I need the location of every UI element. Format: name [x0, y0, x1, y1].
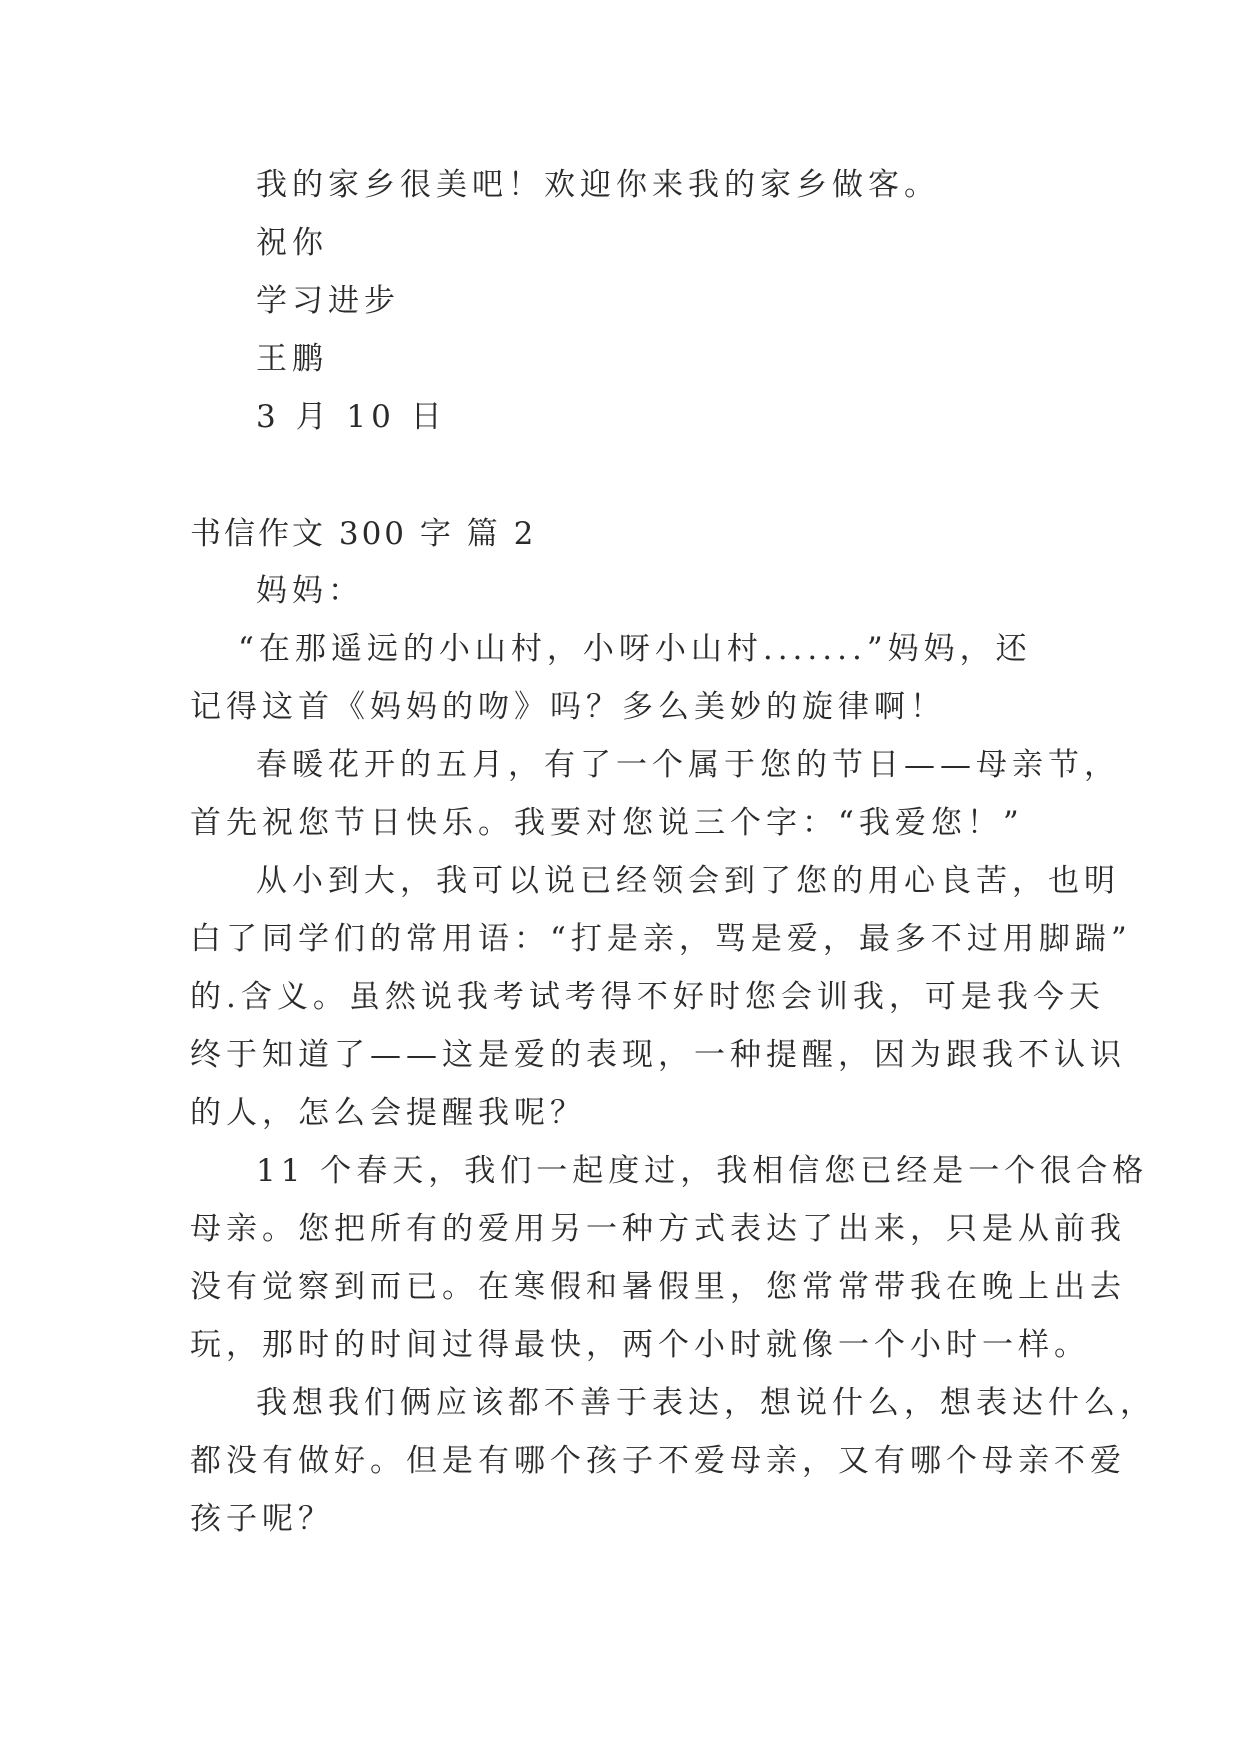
- body-line: 我想我们俩应该都不善于表达，想说什么，想表达什么，: [256, 1385, 1156, 1421]
- body-line: 白了同学们的常用语：“打是亲，骂是爱，最多不过用脚踹”: [190, 921, 1132, 957]
- body-line: 孩子呢？: [190, 1501, 334, 1537]
- signature: 王鹏: [256, 341, 328, 377]
- body-line: 母亲。您把所有的爱用另一种方式表达了出来，只是从前我: [190, 1211, 1126, 1247]
- body-line: “在那遥远的小山村，小呀小山村.......”妈妈，还: [238, 631, 1032, 667]
- body-line: 11 个春天，我们一起度过，我相信您已经是一个很合格: [256, 1153, 1149, 1189]
- body-line: 记得这首《妈妈的吻》吗？多么美妙的旋律啊！: [190, 689, 946, 725]
- body-line: 的.含义。虽然说我考试考得不好时您会训我，可是我今天: [190, 979, 1105, 1015]
- body-line: 玩，那时的时间过得最快，两个小时就像一个小时一样。: [190, 1327, 1090, 1363]
- section-heading: 书信作文 300 字 篇 2: [190, 516, 537, 552]
- closing-wish-content: 学习进步: [256, 283, 400, 319]
- body-line: 春暖花开的五月，有了一个属于您的节日——母亲节，: [256, 747, 1120, 783]
- body-line: 都没有做好。但是有哪个孩子不爱母亲，又有哪个母亲不爱: [190, 1443, 1126, 1479]
- letter-date: 3 月 10 日: [256, 399, 447, 435]
- closing-wish: 祝你: [256, 225, 328, 261]
- body-line: 终于知道了——这是爱的表现，一种提醒，因为跟我不认识: [190, 1037, 1126, 1073]
- body-line: 没有觉察到而已。在寒假和暑假里，您常常带我在晚上出去: [190, 1269, 1126, 1305]
- salutation: 妈妈：: [256, 573, 364, 609]
- closing-line: 我的家乡很美吧！欢迎你来我的家乡做客。: [256, 167, 940, 203]
- body-line: 首先祝您节日快乐。我要对您说三个字：“我爱您！”: [190, 805, 1024, 841]
- body-line: 从小到大，我可以说已经领会到了您的用心良苦，也明: [256, 863, 1120, 899]
- body-line: 的人，怎么会提醒我呢？: [190, 1095, 586, 1131]
